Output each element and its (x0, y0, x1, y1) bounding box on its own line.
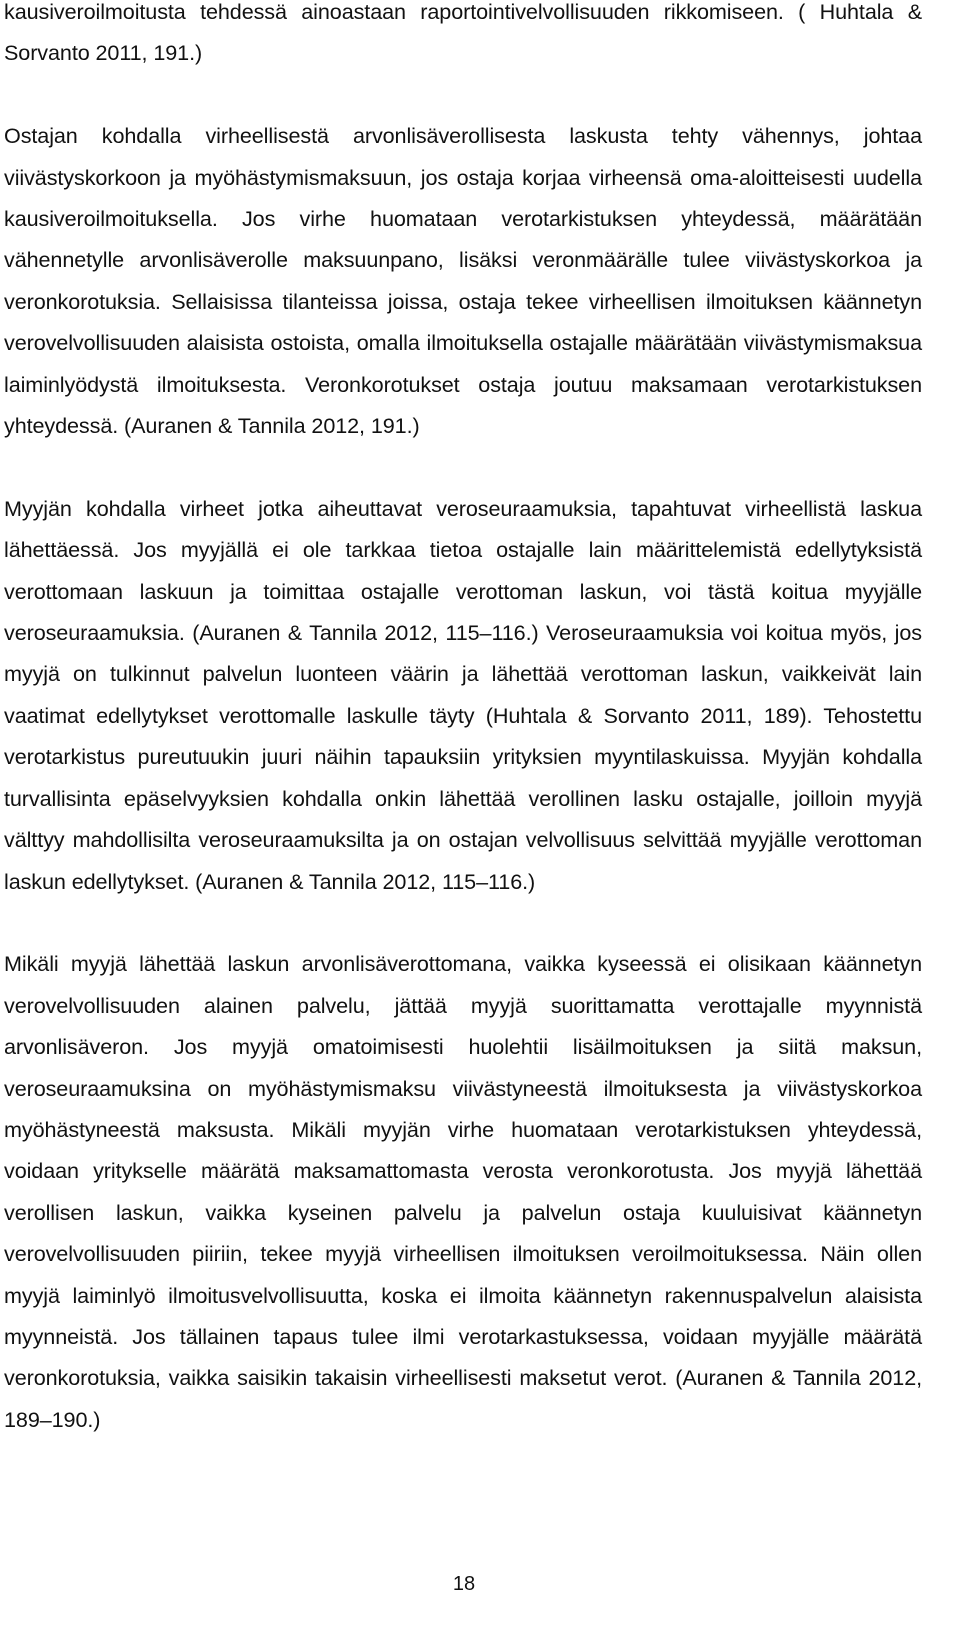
paragraph-spacer (4, 902, 922, 943)
paragraph-spacer (4, 446, 922, 487)
document-page (4, 0, 922, 1440)
paragraph-spacer (4, 74, 922, 115)
paragraph-4: Mikäli myyjä lähettää laskun arvonlisäverottomana, vaikka kyseessä ei olisikaan käännetyn verovelvollisuuden alainen palvelu, jättää myyjä suorittamatta verottajalle myynnistä arvonlisäveron. Jos myyjä omatoimisesti huolehtii lisäilmoituksen ja siitä maksun, veroseuraamuksina on myöhästymismaksu viivästyneestä ilmoituksesta ja viivästyskorkoa myöhästyneestä maksusta. Mikäli myyjän virhe huomataan verotarkistuksen yhteydessä, voidaan yritykselle määrätä maksamattomasta verosta veronkorotusta. Jos myyjä lähettää verollisen laskun, vaikka kyseinen palvelu ja palvelun ostaja kuuluisivat käännetyn verovelvollisuuden piiriin, tekee myyjä virheellisen ilmoituksen veroilmoituksessa. Näin ollen myyjä laiminlyö ilmoitusvelvollisuutta, koska ei ilmoita käännetyn rakennuspalvelun alaisista myynneistä. Jos tällainen tapaus tulee ilmi verotarkastuksessa, voidaan myyjälle määrätä veronkorotuksia, vaikka saisikin takaisin virheellisesti maksetut verot. (Auranen & Tannila 2012, 189–190.) (4, 951, 922, 1432)
page-number: 18 (452, 1573, 476, 1595)
paragraph-3: Myyjän kohdalla virheet jotka aiheuttavat veroseuraamuksia, tapahtuvat virheellistä laskua lähettäessä. Jos myyjällä ei ole tarkkaa tietoa ostajalle lain määrittelemistä edellytyksistä verottomaan laskuun ja toimittaa ostajalle verottoman laskun, voi tästä koitua myyjälle veroseuraamuksia. (Auranen & Tannila 2012, 115–116.) Veroseuraamuksia voi koitua myös, jos myyjä on tulkinnut palvelun luonteen väärin ja lähettää verottoman laskun, vaikkeivät lain vaatimat edellytykset verottomalle laskulle täyty (Huhtala & Sorvanto 2011, 189). Tehostettu verotarkistus pureutuukin juuri näihin tapauksiin yrityksien myyntilaskuissa. Myyjän kohdalla turvallisinta epäselvyyksien kohdalla onkin lähettää verollinen lasku ostajalle, joilloin myyjä välttyy mahdollisilta veroseuraamuksilta ja on ostajan velvollisuus selvittää myyjälle verottoman laskun edellytykset. (Auranen & Tannila 2012, 115–116.) (4, 495, 922, 894)
paragraph-1: kausiveroilmoitusta tehdessä ainoastaan raportointivelvollisuuden rikkomiseen. ( Huhtala & Sorvanto 2011, 191.) (4, 0, 922, 66)
paragraph-2: Ostajan kohdalla virheellisestä arvonlisäverollisesta laskusta tehty vähennys, johtaa viivästyskorkoon ja myöhästymismaksuun, jos ostaja korjaa virheensä oma-aloitteisesti uudella kausiveroilmoituksella. Jos virhe huomataan verotarkistuksen yhteydessä, määrätään vähennetylle arvonlisäverolle maksuunpano, lisäksi veronmäärälle tulee viivästyskorkoa ja veronkorotuksia. Sellaisissa tilanteissa joissa, ostaja tekee virheellisen ilmoituksen käännetyn verovelvollisuuden alaisista ostoista, omalla ilmoituksella ostajalle määrätään viivästymismaksua laiminlyödystä ilmoituksesta. Veronkorotukset ostaja joutuu maksamaan verotarkistuksen yhteydessä. (Auranen & Tannila 2012, 191.) (4, 123, 922, 439)
